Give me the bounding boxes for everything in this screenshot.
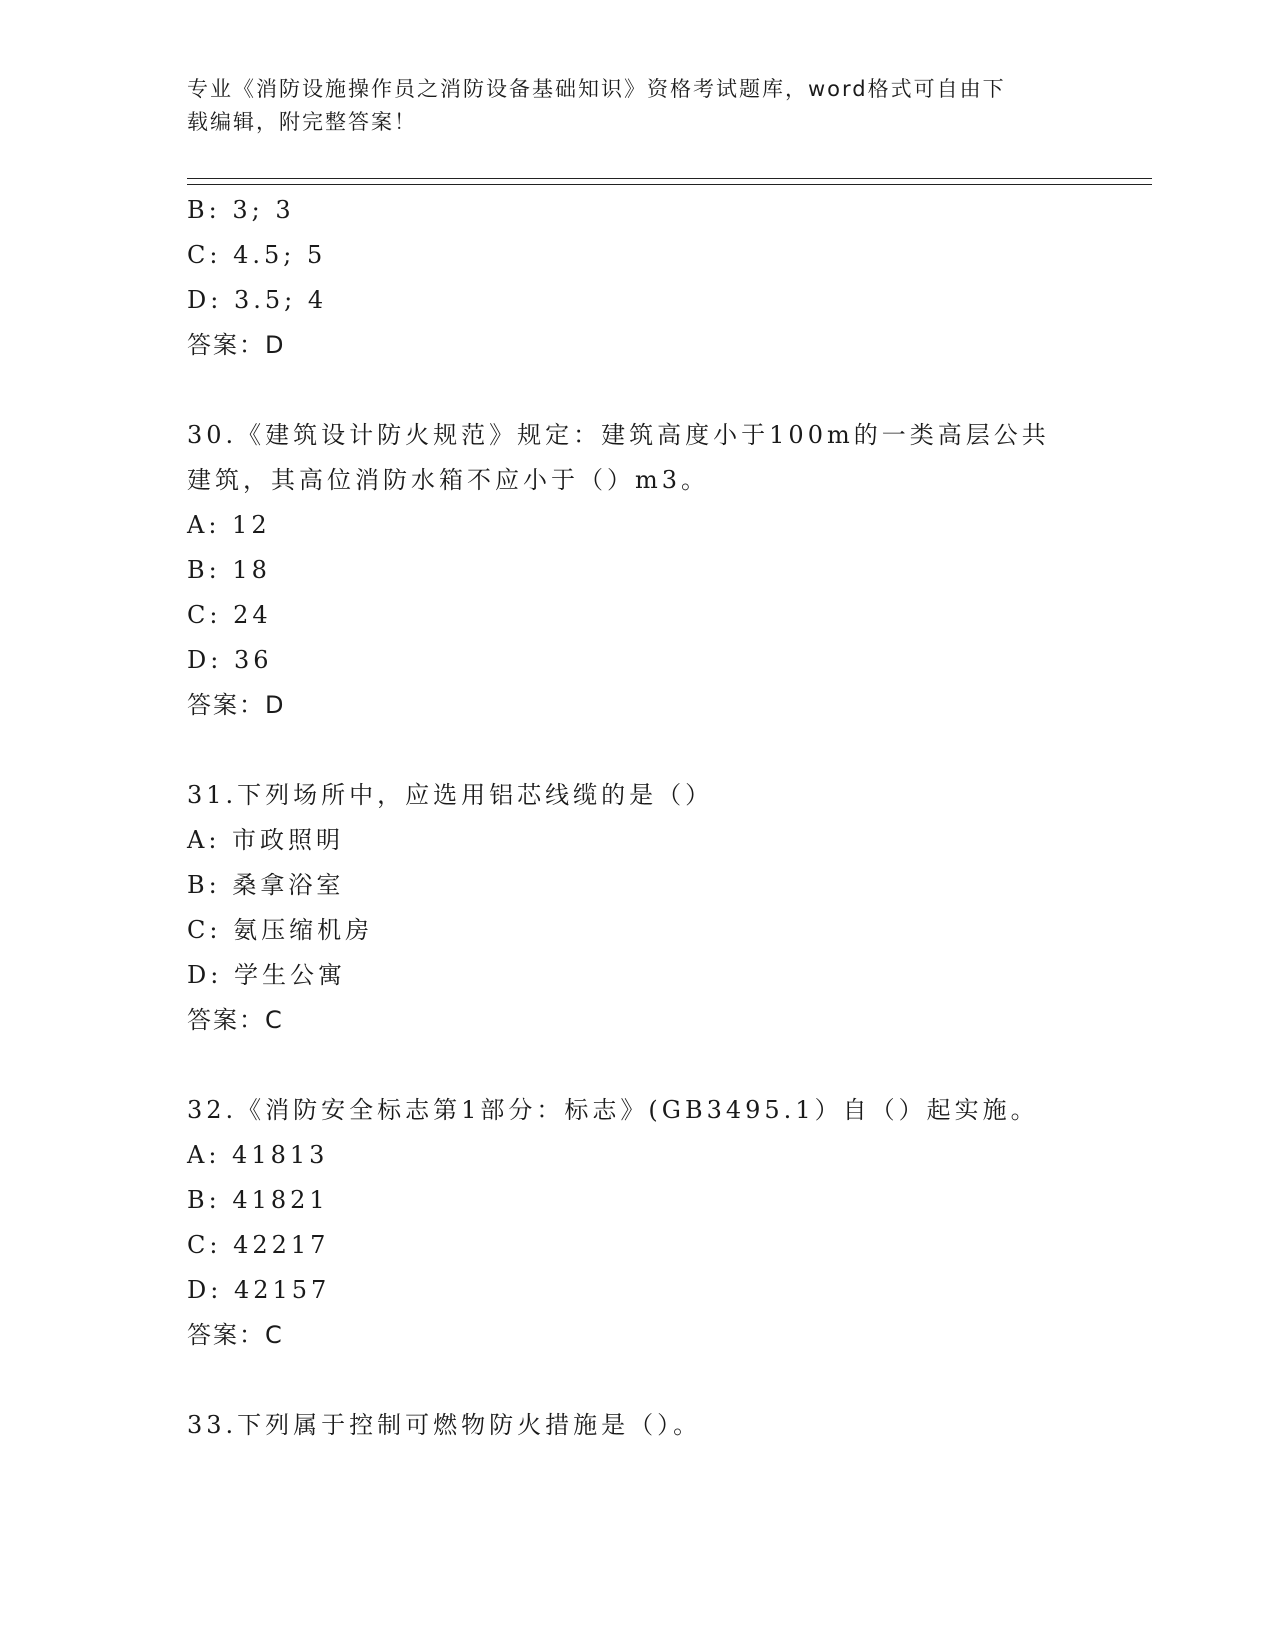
answer-line: 答案：D [187, 331, 286, 359]
question-31-stem: 31.下列场所中，应选用铝芯线缆的是（） [187, 781, 714, 809]
question-32-answer: 答案：C [187, 1321, 284, 1349]
document-header [187, 73, 1067, 139]
question-31-option-a: A: 市政照明 [187, 826, 345, 854]
header-divider-top [187, 178, 1152, 179]
option-d: D: 3.5; 4 [187, 286, 328, 314]
question-30-option-d: D: 36 [187, 646, 273, 674]
question-32-option-b: B: 41821 [187, 1186, 329, 1214]
question-30-option-b: B: 18 [187, 556, 271, 584]
question-32-stem: 32.《消防安全标志第1部分：标志》(GB3495.1）自（）起实施。 [187, 1096, 1039, 1124]
option-c: C: 4.5; 5 [187, 241, 327, 269]
header-line-2: 载编辑，附完整答案！ [187, 110, 417, 134]
question-30-option-a: A: 12 [187, 511, 271, 539]
question-31-answer: 答案：C [187, 1006, 284, 1034]
question-32-option-d: D: 42157 [187, 1276, 331, 1304]
option-b: B: 3; 3 [187, 196, 295, 224]
question-30-option-c: C: 24 [187, 601, 272, 629]
question-30-stem-line-2: 建筑，其高位消防水箱不应小于（）m3。 [187, 466, 710, 494]
header-divider-bottom [187, 184, 1152, 185]
question-31-option-d: D: 学生公寓 [187, 961, 346, 989]
question-32-option-a: A: 41813 [187, 1141, 329, 1169]
question-32-option-c: C: 42217 [187, 1231, 330, 1259]
question-30-stem-line-1: 30.《建筑设计防火规范》规定：建筑高度小于100m的一类高层公共 [187, 421, 1050, 449]
question-30-answer: 答案：D [187, 691, 286, 719]
header-line-1: 专业《消防设施操作员之消防设备基础知识》资格考试题库，word格式可自由下 [187, 77, 1006, 101]
question-31-option-b: B: 桑拿浴室 [187, 871, 345, 899]
question-33-stem: 33.下列属于控制可燃物防火措施是（）。 [187, 1411, 702, 1439]
question-31-option-c: C: 氨压缩机房 [187, 916, 374, 944]
